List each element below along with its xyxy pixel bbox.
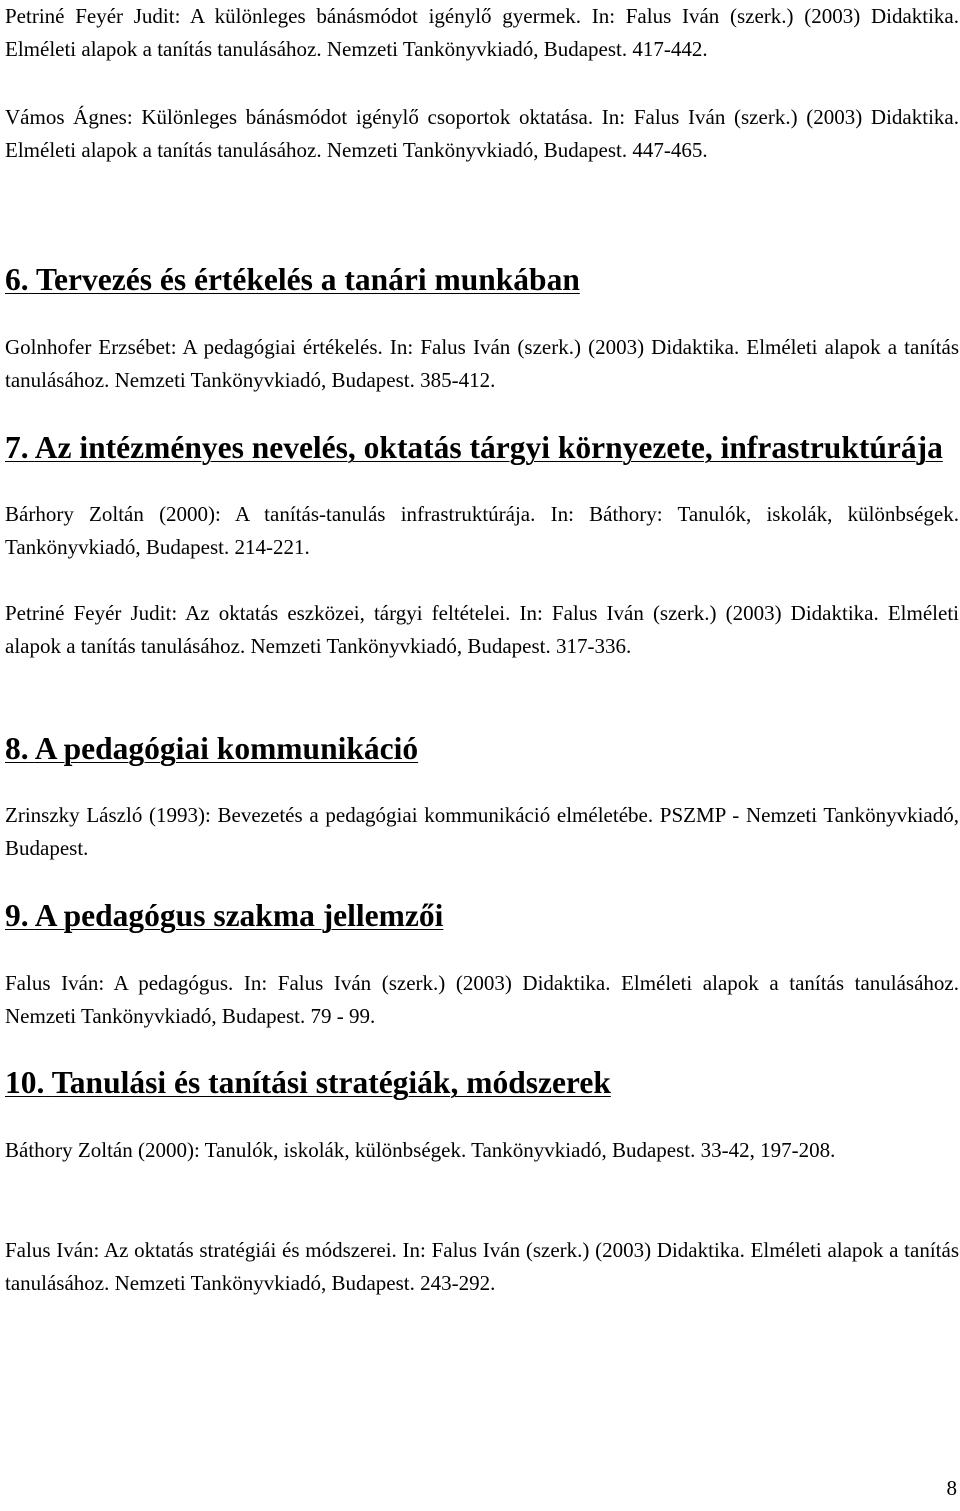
reference-entry: Petriné Feyér Judit: Az oktatás eszközei, tárgyi feltételei. In: Falus Iván (szerk.) (2003) Didaktika. Elméleti alapok a tanítás tanulásához. Nemzeti Tankönyvkiadó, Budapest. 317-336. <box>5 601 959 658</box>
section-number: 9. <box>5 898 29 933</box>
section-heading <box>5 263 580 296</box>
reference-entry: Zrinszky László (1993): Bevezetés a pedagógiai kommunikáció elméletébe. PSZMP - Nemzeti Tankönyvkiadó, Budapest. <box>5 803 959 860</box>
section-title: A pedagógiai kommunikáció <box>34 731 419 766</box>
reference-entry: Bárhory Zoltán (2000): A tanítás-tanulás infrastruktúrája. In: Báthory: Tanulók, iskolák, különbségek. Tankönyvkiadó, Budapest. 214-221. <box>5 502 959 559</box>
section-number: 6. <box>5 262 29 297</box>
section-number: 7. <box>5 430 29 465</box>
reference-entry: Báthory Zoltán (2000): Tanulók, iskolák, különbségek. Tankönyvkiadó, Budapest. 33-42, 197-208. <box>5 1138 836 1162</box>
section-number: 8. <box>5 731 29 766</box>
section-title: Tanulási és tanítási stratégiák, módszerek <box>51 1065 611 1100</box>
reference-entry: Golnhofer Erzsébet: A pedagógiai értékelés. In: Falus Iván (szerk.) (2003) Didaktika. Elméleti alapok a tanítás tanulásához. Nemzeti Tankönyvkiadó, Budapest. 385-412. <box>5 335 959 392</box>
section-title: A pedagógus szakma jellemzői <box>34 898 444 933</box>
reference-entry: Falus Iván: A pedagógus. In: Falus Iván (szerk.) (2003) Didaktika. Elméleti alapok a tanítás tanulásához. Nemzeti Tankönyvkiadó, Budapest. 79 - 99. <box>5 971 959 1028</box>
reference-entry: Vámos Ágnes: Különleges bánásmódot igénylő csoportok oktatása. In: Falus Iván (szerk.) (2003) Didaktika. Elméleti alapok a tanítás tanulásához. Nemzeti Tankönyvkiadó, Budapest. 447-465. <box>5 105 959 162</box>
reference-entry: Petriné Feyér Judit: A különleges bánásmódot igénylő gyermek. In: Falus Iván (szerk.) (2003) Didaktika. Elméleti alapok a tanítás tanulásához. Nemzeti Tankönyvkiadó, Budapest. 417-442. <box>5 4 959 61</box>
section-heading <box>5 431 943 464</box>
reference-entry: Falus Iván: Az oktatás stratégiái és módszerei. In: Falus Iván (szerk.) (2003) Didaktika. Elméleti alapok a tanítás tanulásához. Nemzeti Tankönyvkiadó, Budapest. 243-292. <box>5 1238 959 1295</box>
section-heading <box>5 1066 611 1099</box>
section-title: Az intézményes nevelés, oktatás tárgyi környezete, infrastruktúrája <box>34 430 943 465</box>
section-heading <box>5 899 443 932</box>
section-heading <box>5 732 418 765</box>
section-title: Tervezés és értékelés a tanári munkában <box>35 262 580 297</box>
section-number: 10. <box>5 1065 45 1100</box>
page-number: 8 <box>946 1476 957 1500</box>
